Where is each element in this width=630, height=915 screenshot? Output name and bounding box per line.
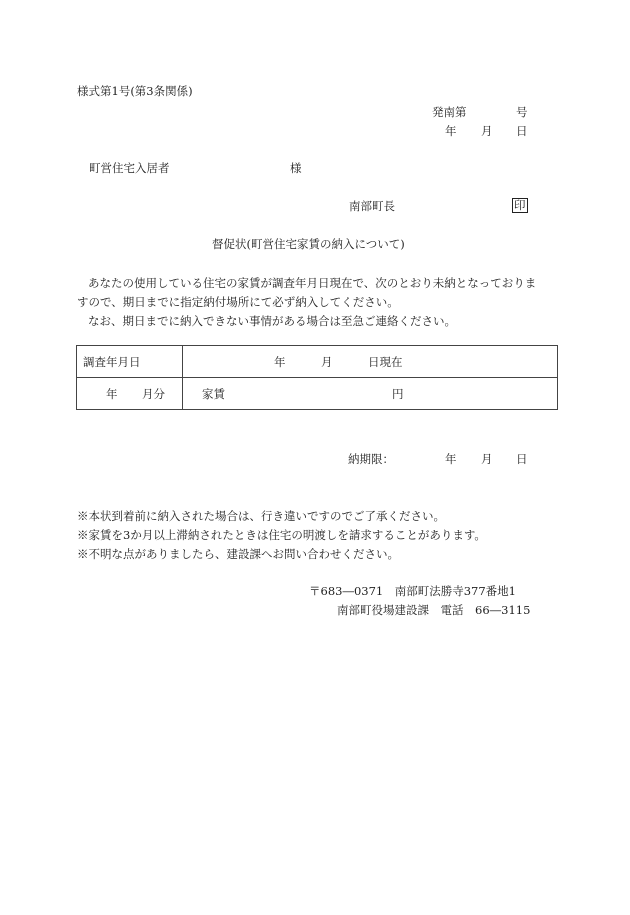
table-row: [77, 378, 558, 410]
issue-date-month: 月: [481, 124, 493, 138]
deadline-year: 年: [445, 452, 457, 466]
survey-date-label-cell: [77, 346, 183, 378]
survey-date-month: 月: [321, 355, 333, 369]
seal-mark: [512, 198, 528, 213]
deadline-day: 日: [516, 452, 528, 466]
recipient-honorific: 様: [290, 161, 302, 175]
billing-month: 月分: [142, 387, 165, 401]
contact-address: 〒683―0371 南部町法勝寺377番地1: [309, 584, 516, 598]
contact-office: 南部町役場建設課 電話 66―3115: [337, 603, 531, 617]
seal-icon: 印: [514, 198, 526, 212]
survey-date-value-cell: [183, 346, 558, 378]
rent-label: 家賃: [202, 387, 225, 401]
note-item: ※不明な点がありましたら、建設課へお問い合わせください。: [77, 547, 399, 561]
note-item: ※家賃を3か月以上滞納されたときは住宅の明渡しを請求することがあります。: [77, 528, 486, 542]
table-row: [77, 346, 558, 378]
issue-date-day: 日: [516, 124, 528, 138]
recipient-label: 町営住宅入居者: [89, 161, 170, 175]
issue-number-prefix: 発南第: [432, 105, 467, 119]
billing-year: 年: [106, 387, 118, 401]
survey-date-label: 調査年月日: [83, 355, 141, 369]
body-line-2: すので、期日までに指定納付場所にて必ず納入してください。: [77, 295, 399, 309]
deadline-month: 月: [481, 452, 493, 466]
sender-title: 南部町長: [349, 199, 395, 213]
issue-number-suffix: 号: [516, 105, 528, 119]
document-title: 督促状(町営住宅家賃の納入について): [212, 237, 405, 251]
body-line-3: なお、期日までに納入できない事情がある場合は至急ご連絡ください。: [88, 314, 456, 328]
arrears-table: [76, 345, 558, 410]
survey-date-day: 日現在: [368, 355, 403, 369]
note-item: ※本状到着前に納入された場合は、行き違いですのでご了承ください。: [77, 509, 445, 523]
survey-date-year: 年: [274, 355, 286, 369]
rent-amount-cell: [183, 378, 558, 410]
billing-month-cell: [77, 378, 183, 410]
rent-unit: 円: [392, 387, 404, 401]
deadline-label: 納期限：: [348, 452, 394, 466]
issue-date-year: 年: [445, 124, 457, 138]
form-number-label: 様式第1号(第3条関係): [77, 84, 193, 98]
body-line-1: あなたの使用している住宅の家賃が調査年月日現在で、次のとおり未納となっておりま: [88, 276, 537, 290]
